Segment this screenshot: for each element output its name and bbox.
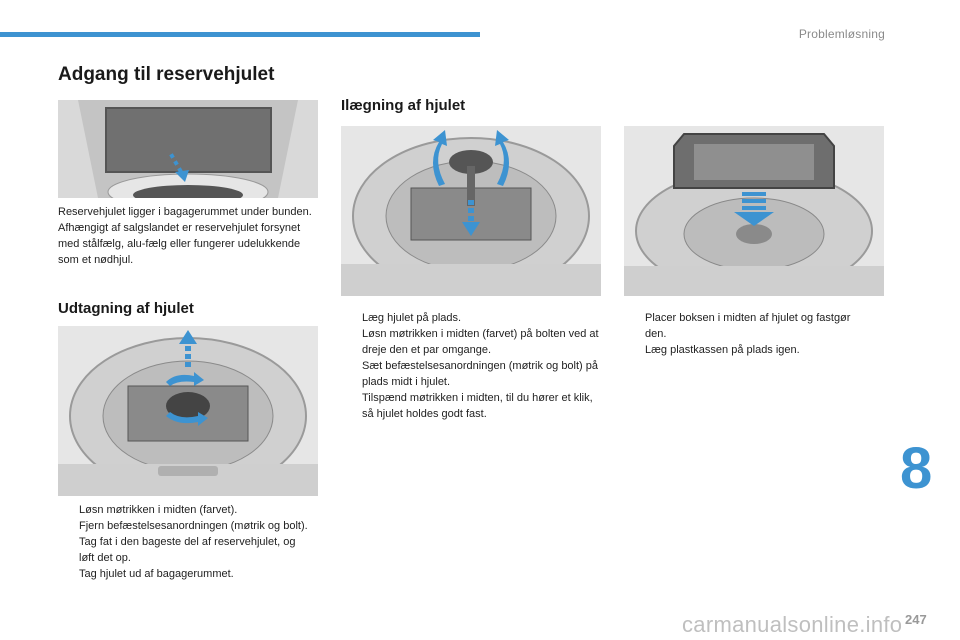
- step-text: Tag hjulet ud af bagagerummet.: [79, 568, 234, 580]
- list-item: [58, 534, 313, 566]
- removal-heading: Udtagning af hjulet: [58, 300, 194, 317]
- list-item: [58, 518, 313, 534]
- intro-text: [58, 204, 313, 268]
- step-text: Placer boksen i midten af hjulet og fastgør den.: [645, 312, 851, 340]
- list-item: [341, 310, 603, 326]
- step-text: Læg plastkassen på plads igen.: [645, 344, 800, 356]
- trunk-floor-illustration: [58, 100, 318, 198]
- section-label: Problemløsning: [798, 27, 885, 41]
- list-item: [341, 390, 603, 422]
- intro-line-1: Reservehjulet ligger i bagagerummet under bunden.: [58, 206, 312, 218]
- removal-steps: [58, 502, 313, 582]
- list-item: [624, 310, 864, 342]
- step-text: Sæt befæstelsesanordningen (møtrik og bolt) på plads midt i hjulet.: [362, 360, 599, 388]
- wheel-install-illustration: [341, 126, 601, 296]
- list-item: [58, 566, 313, 582]
- watermark: carmanualsonline.info: [682, 612, 903, 637]
- toolbox-illustration: [624, 126, 884, 296]
- chapter-number: 8: [900, 436, 933, 501]
- install-heading: Ilægning af hjulet: [341, 97, 466, 114]
- list-item: [624, 342, 864, 358]
- step-text: Læg hjulet på plads.: [362, 312, 462, 324]
- page-title: Adgang til reservehjulet: [58, 64, 275, 85]
- list-item: [341, 358, 603, 390]
- step-text: Tilspænd møtrikken i midten, til du hører et klik, så hjulet holdes godt fast.: [362, 392, 593, 420]
- step-text: Tag fat i den bageste del af reservehjulet, og løft det op.: [79, 536, 296, 564]
- step-text: Fjern befæstelsesanordningen (møtrik og bolt).: [79, 520, 308, 532]
- wheel-removal-illustration: [58, 326, 318, 496]
- page-number: 247: [905, 612, 927, 627]
- intro-line-2: Afhængigt af salgslandet er reservehjulet forsynet med stålfælg, alu-fælg eller fungerer udelukkende som et nødhjul.: [58, 222, 301, 266]
- list-item: [341, 326, 603, 358]
- install-steps: [341, 310, 603, 422]
- box-steps: [624, 310, 864, 358]
- header-accent-bar: [0, 32, 480, 37]
- step-text: Løsn møtrikken i midten (farvet).: [79, 504, 238, 516]
- step-text: Løsn møtrikken i midten (farvet) på bolten ved at dreje den et par omgange.: [362, 328, 599, 356]
- list-item: [58, 502, 313, 518]
